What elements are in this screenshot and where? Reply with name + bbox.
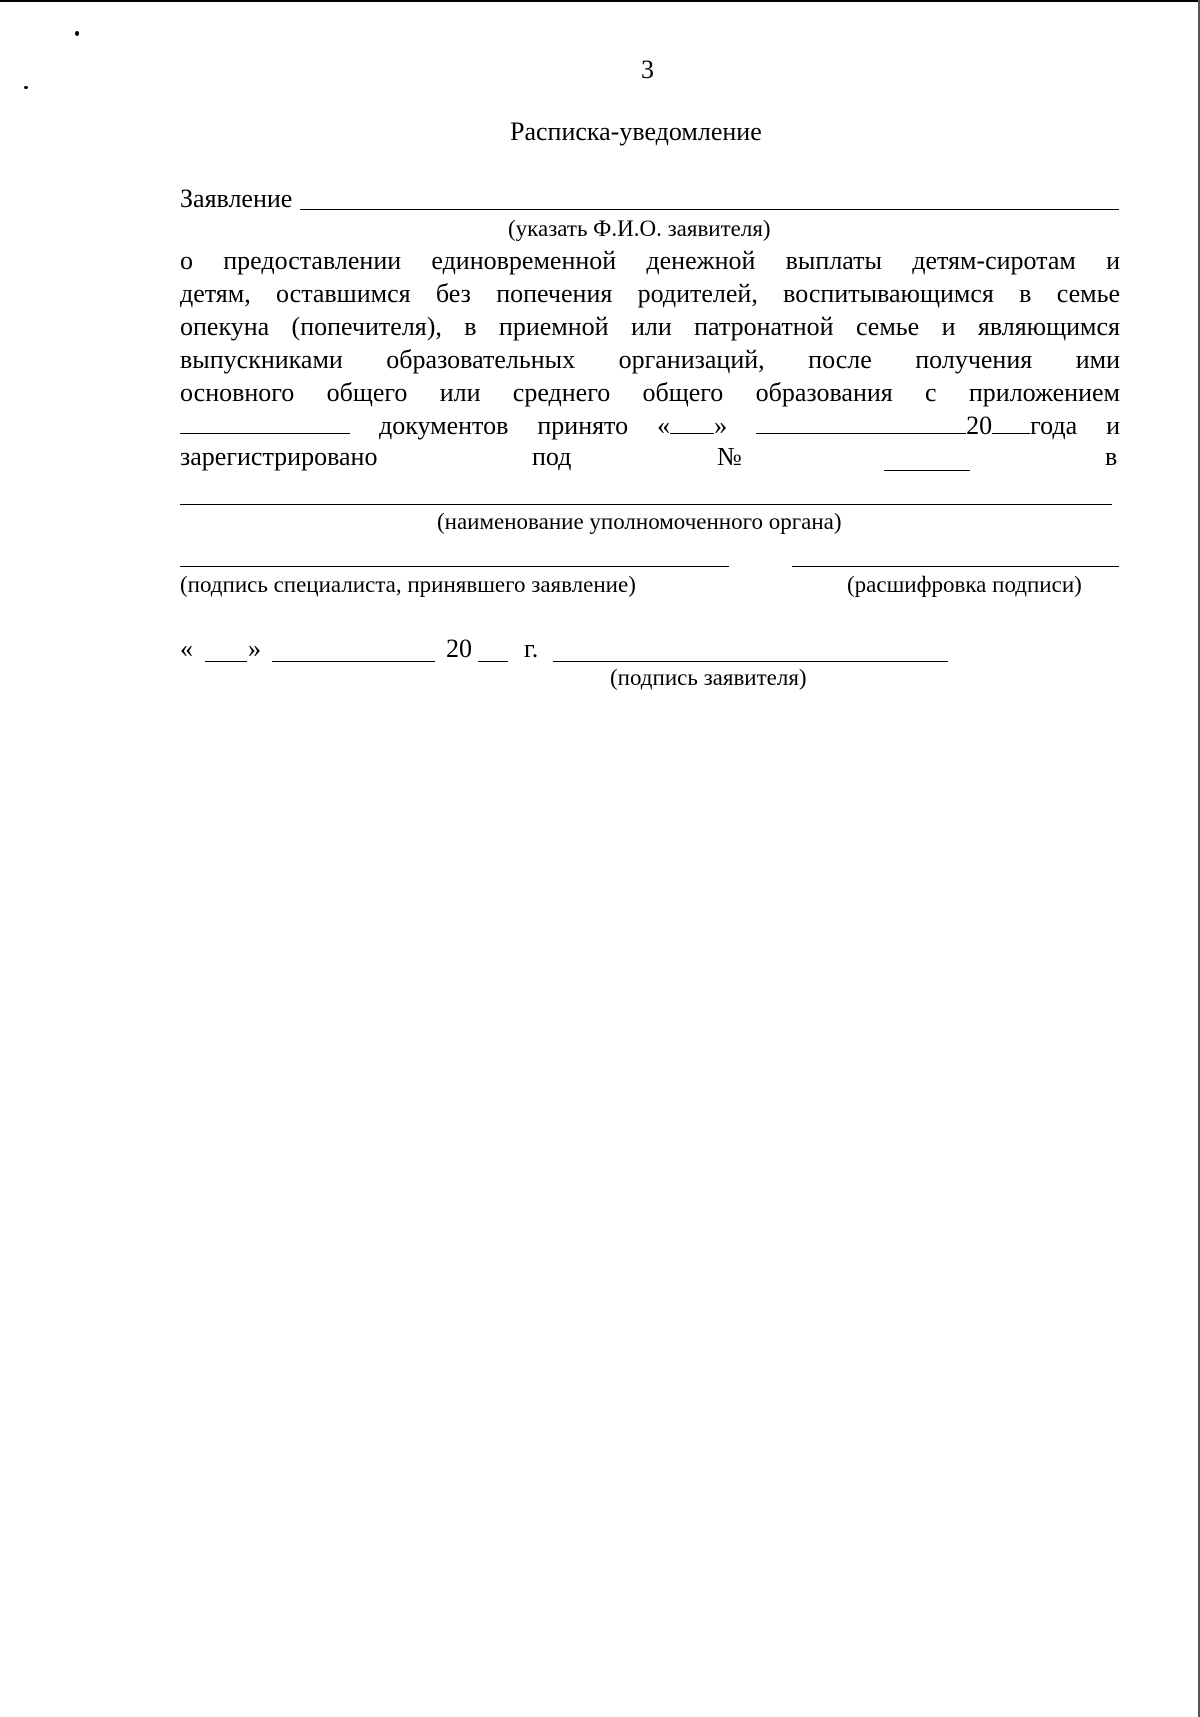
date-open-quote: « (180, 634, 193, 663)
specialist-signature-line[interactable] (180, 566, 729, 567)
documents-accepted-line (180, 409, 1120, 442)
document-title: Расписка-уведомление (510, 117, 762, 146)
scan-top-edge (0, 0, 1200, 2)
in-word: в (1105, 442, 1118, 471)
date-year-line[interactable] (478, 661, 508, 662)
signature-decoding-hint: (расшифровка подписи) (847, 572, 1082, 597)
registration-number-line[interactable] (884, 470, 970, 471)
accepted-date (657, 411, 727, 440)
body-line-1: о предоставлении единовременной денежной выплаты детям-сиротам и (180, 246, 1120, 275)
applicant-signature-line[interactable] (553, 661, 948, 662)
month-blank[interactable] (756, 409, 966, 434)
authority-hint: (наименование уполномоченного органа) (437, 509, 842, 534)
and-word: и (1106, 411, 1121, 440)
year-blank[interactable] (992, 409, 1030, 434)
statement-label: Заявление (180, 184, 293, 213)
body-line-5: основного общего или среднего общего образования с приложением (180, 378, 1120, 407)
applicant-signature-hint: (подпись заявителя) (610, 665, 807, 690)
documents-word: документов (379, 411, 509, 440)
registered-word: зарегистрировано (180, 442, 378, 471)
body-line-2: детям, оставшимся без попечения родителей, воспитывающимся в семье (180, 279, 1120, 308)
date-month-line[interactable] (272, 661, 435, 662)
applicant-name-line[interactable] (300, 209, 1119, 210)
year-word: года (1030, 411, 1078, 440)
body-line-4: выпускниками образовательных организаций, после получения ими (180, 345, 1120, 374)
page-number: 3 (641, 55, 654, 84)
open-quote: « (657, 411, 671, 440)
accepted-month-year (756, 411, 1077, 440)
scan-speck (75, 31, 79, 36)
date-close-quote: » (248, 634, 261, 663)
number-sign: № (717, 442, 742, 471)
specialist-signature-hint: (подпись специалиста, принявшего заявление) (180, 572, 636, 597)
under-word: под (532, 442, 572, 471)
year-prefix: 20 (966, 411, 993, 440)
accepted-word: принято (537, 411, 629, 440)
authority-line[interactable] (180, 504, 1112, 505)
body-line-3: опекуна (попечителя), в приемной или патронатной семье и являющимся (180, 312, 1120, 341)
date-year-prefix: 20 (446, 634, 472, 663)
date-day-line[interactable] (205, 661, 247, 662)
day-blank[interactable] (670, 409, 714, 434)
close-quote: » (714, 411, 728, 440)
applicant-hint: (указать Ф.И.О. заявителя) (508, 216, 771, 241)
signature-decoding-line[interactable] (792, 566, 1119, 567)
document-count-blank[interactable] (180, 409, 350, 434)
date-year-suffix: г. (524, 634, 539, 663)
scan-speck (24, 86, 28, 89)
